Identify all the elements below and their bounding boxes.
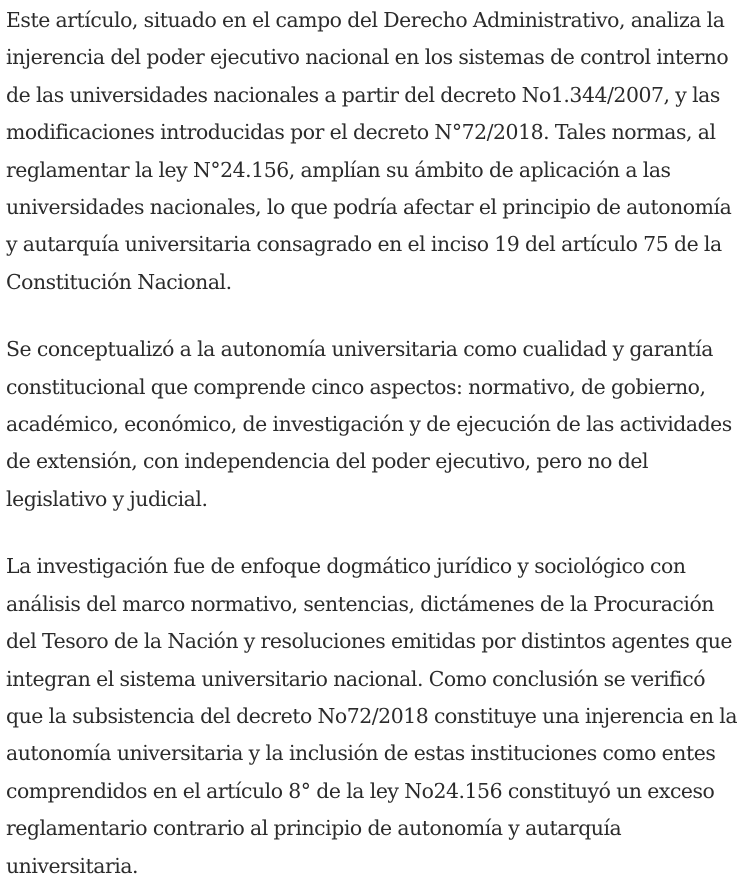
paragraph-conclusion: La investigación fue de enfoque dogmático jurídico y sociológico con análisis del marco normativo, sentencias, dictámenes de la Procuración del Tesoro de la Nación y resoluciones emitidas por distintos agentes que integran el sistema universitario nacional. Como conclusión se verificó que la subsistencia del decreto No72/2018 constituye una injerencia en la autonomía universitaria y la inclusión de estas instituciones como entes comprendidos en el artículo 8° de la ley No24.156 constituyó un exceso reglamentario contrario al principio de autonomía y autarquía universitaria.	[6, 554, 738, 878]
paragraph-intro: Este artículo, situado en el campo del Derecho Administrativo, analiza la injerencia del poder ejecutivo nacional en los sistemas de control interno de las universidades nacionales a partir del decreto No1.344/2007, y las modificaciones introducidas por el decreto N°72/2018. Tales normas, al reglamentar la ley N°24.156, amplían su ámbito de aplicación a las universidades nacionales, lo que podría afectar el principio de autonomía y autarquía universitaria consagrado en el inciso 19 del artículo 75 de la Constitución Nacional.	[6, 8, 732, 294]
paragraph-concept: Se conceptualizó a la autonomía universitaria como cualidad y garantía constitucional que comprende cinco aspectos: normativo, de gobierno, académico, económico, de investigación y de ejecución de las actividades de extensión, con independencia del poder ejecutivo, pero no del legislativo y judicial.	[6, 337, 732, 511]
